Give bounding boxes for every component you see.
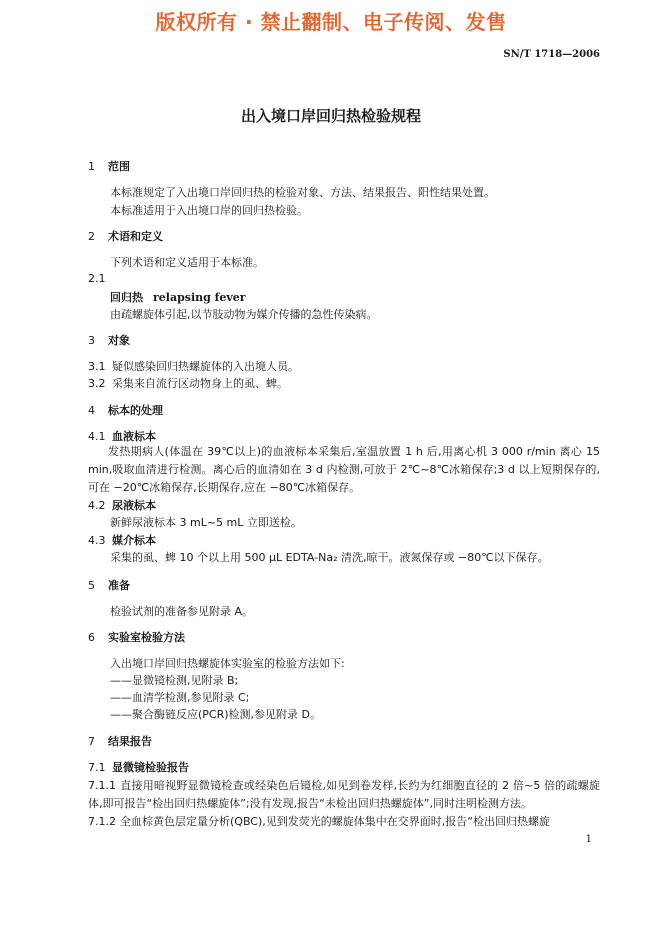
- section-title: 实验室检验方法: [108, 631, 185, 644]
- clause-number: 3.1: [88, 360, 106, 373]
- method-list-item: ——显微镜检测,见附录 B;: [110, 674, 239, 687]
- clause-4-2-heading: [88, 497, 156, 513]
- section-7-heading: [88, 733, 152, 749]
- section-title: 术语和定义: [108, 230, 163, 243]
- section-5-paragraph: 检验试剂的准备参见附录 A。: [110, 605, 254, 618]
- clause-7-1-heading: [88, 759, 189, 775]
- clause-number: 4.1: [88, 430, 106, 443]
- page-number: 1: [585, 834, 592, 845]
- clause-4-1-heading: [88, 428, 156, 444]
- section-number: 3: [88, 334, 95, 347]
- clause-text: 采集来自流行区动物身上的虱、蜱。: [112, 377, 288, 390]
- copyright-watermark: 版权所有 · 禁止翻制、电子传阅、发售: [155, 10, 507, 34]
- section-1-heading: [88, 158, 130, 174]
- term-entry: [110, 289, 246, 305]
- clause-3-2: [88, 375, 288, 391]
- section-4-heading: [88, 402, 163, 418]
- clause-2-1-number: 2.1: [88, 272, 106, 285]
- clause-text: 全血棕黄色层定量分析(QBC),见到发荧光的螺旋体集中在交界面时,报告“检出回归热螺旋: [120, 815, 550, 828]
- term-english: relapsing fever: [153, 291, 246, 304]
- document-number: SN/T 1718—2006: [503, 49, 600, 60]
- method-list-item: ——血清学检测,参见附录 C;: [110, 691, 250, 704]
- clause-text: 直接用暗视野显微镜检查或经染色后镜检,如见到卷发样,长约为红细胞直径的 2 倍~5 倍的疏螺旋体,即可报告“检出回归热螺旋体”;没有发现,报告“未检出回归热螺旋体”,同时注明检测方法。: [88, 779, 600, 810]
- section-number: 5: [88, 579, 95, 592]
- section-3-heading: [88, 332, 130, 348]
- clause-title: 尿液标本: [112, 499, 156, 512]
- section-title: 对象: [108, 334, 130, 347]
- term-chinese: 回归热: [110, 291, 143, 304]
- section-6-heading: [88, 629, 185, 645]
- section-number: 1: [88, 160, 95, 173]
- clause-text: 疑似感染回归热螺旋体的入出境人员。: [112, 360, 299, 373]
- clause-title: 血液标本: [112, 430, 156, 443]
- clause-7-1-1: [88, 777, 600, 813]
- section-1-paragraph-2: 本标准适用于入出境口岸的回归热检验。: [110, 204, 308, 217]
- section-title: 标本的处理: [108, 404, 163, 417]
- section-5-heading: [88, 577, 130, 593]
- clause-4-1-text: 发热期病人(体温在 39℃以上)的血液标本采集后,室温放置 1 h 后,用离心机 3 000 r/min 离心 15 min,吸取血清进行检测。离心后的血清如在 3 d 内检测,可放于 2℃~8℃冰箱保存;3 d 以上短期保存的,可在 −20℃冰箱保存,长期保存,应在 −80℃冰箱保存。: [88, 445, 600, 494]
- clause-number: 3.2: [88, 377, 106, 390]
- clause-number: 4.3: [88, 534, 106, 547]
- document-title: 出入境口岸回归热检验规程: [240, 107, 421, 125]
- clause-number: 4.2: [88, 499, 106, 512]
- section-title: 范围: [108, 160, 130, 173]
- method-list-item: ——聚合酶链反应(PCR)检测,参见附录 D。: [110, 708, 322, 721]
- section-2-paragraph-1: 下列术语和定义适用于本标准。: [110, 256, 264, 269]
- clause-3-1: [88, 358, 299, 374]
- section-1-paragraph-1: 本标准规定了入出境口岸回归热的检验对象、方法、结果报告、阳性结果处置。: [110, 186, 495, 199]
- term-definition: 由疏螺旋体引起,以节肢动物为媒介传播的急性传染病。: [110, 308, 378, 321]
- clause-4-2-text: 新鲜尿液标本 3 mL~5 mL 立即送检。: [110, 516, 302, 529]
- clause-number: 7.1.1: [88, 779, 116, 792]
- clause-4-3-text: 采集的虱、蜱 10 个以上用 500 μL EDTA-Na₂ 清洗,晾干。液氮保存或 −80℃以下保存。: [110, 551, 549, 564]
- clause-4-3-heading: [88, 532, 156, 548]
- section-number: 7: [88, 735, 95, 748]
- section-number: 6: [88, 631, 95, 644]
- clause-7-1-2: [88, 813, 600, 829]
- section-title: 结果报告: [108, 735, 152, 748]
- clause-number: 7.1: [88, 761, 106, 774]
- clause-title: 媒介标本: [112, 534, 156, 547]
- section-2-heading: [88, 228, 163, 244]
- section-number: 4: [88, 404, 95, 417]
- clause-number: 7.1.2: [88, 815, 116, 828]
- section-6-intro: 入出境口岸回归热螺旋体实验室的检验方法如下:: [110, 657, 345, 670]
- clause-title: 显微镜检验报告: [112, 761, 189, 774]
- section-number: 2: [88, 230, 95, 243]
- section-title: 准备: [108, 579, 130, 592]
